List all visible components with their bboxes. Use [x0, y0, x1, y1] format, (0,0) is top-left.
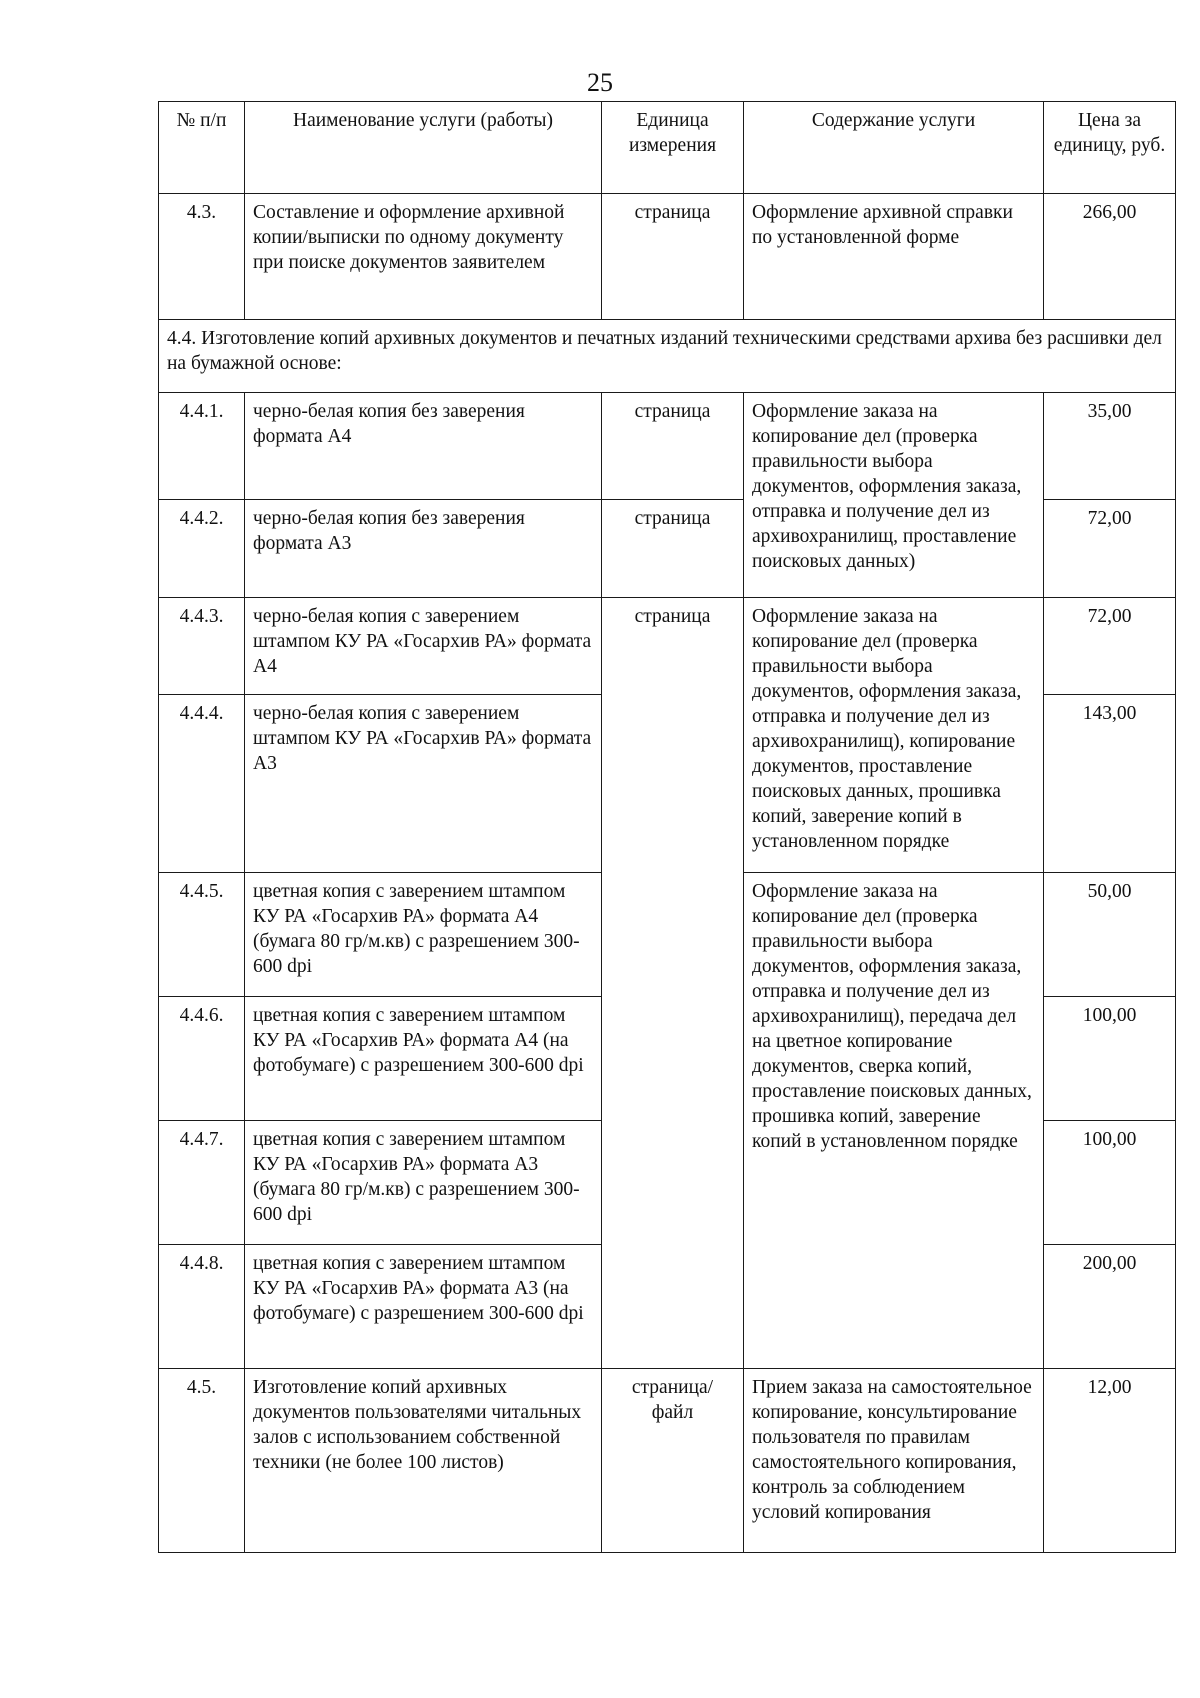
row-num: 4.4.5.: [159, 873, 245, 997]
row-num: 4.4.1.: [159, 393, 245, 500]
row-name: Составление и оформление архивной копии/выписки по одному документу при поиске документов заявителем: [245, 194, 602, 320]
row-num: 4.4.2.: [159, 500, 245, 598]
row-name: черно-белая копия без заверения формата А4: [245, 393, 602, 500]
row-num: 4.4.4.: [159, 695, 245, 873]
row-num: 4.3.: [159, 194, 245, 320]
header-num: № п/п: [159, 102, 245, 194]
header-content: Содержание услуги: [744, 102, 1044, 194]
row-unit: страница: [602, 500, 744, 598]
row-price: 100,00: [1044, 997, 1176, 1121]
table-row: [159, 393, 1176, 500]
row-price: 72,00: [1044, 500, 1176, 598]
row-price: 266,00: [1044, 194, 1176, 320]
row-name: цветная копия с заверением штампом КУ РА «Госархив РА» формата А4 (бумага 80 гр/м.кв) с разрешением 300-600 dpi: [245, 873, 602, 997]
header-name: Наименование услуги (работы): [245, 102, 602, 194]
row-name: черно-белая копия с заверением штампом КУ РА «Госархив РА» формата А4: [245, 598, 602, 695]
page-number: 25: [587, 68, 613, 97]
row-price: 100,00: [1044, 1121, 1176, 1245]
price-table: [158, 101, 1176, 1553]
row-price: 72,00: [1044, 598, 1176, 695]
row-content: Оформление заказа на копирование дел (проверка правильности выбора документов, оформления заказа, отправка и получение дел из архивохранилищ, проставление поисковых данных): [744, 393, 1044, 598]
row-num: 4.4.6.: [159, 997, 245, 1121]
row-num: 4.4.8.: [159, 1245, 245, 1369]
table-row: [159, 194, 1176, 320]
row-name: цветная копия с заверением штампом КУ РА «Госархив РА» формата А3 (бумага 80 гр/м.кв) с разрешением 300-600 dpi: [245, 1121, 602, 1245]
row-unit: страница: [602, 598, 744, 1369]
section-heading: 4.4. Изготовление копий архивных документов и печатных изданий техническими средствами архива без расшивки дел на бумажной основе:: [159, 320, 1176, 393]
row-num: 4.4.3.: [159, 598, 245, 695]
row-unit: страница: [602, 194, 744, 320]
row-content: Прием заказа на самостоятельное копирование, консультирование пользователя по правилам самостоятельного копирования, контроль за соблюдением условий копирования: [744, 1369, 1044, 1553]
section-row: [159, 320, 1176, 393]
row-price: 12,00: [1044, 1369, 1176, 1553]
header-price: Цена за единицу, руб.: [1044, 102, 1176, 194]
row-price: 50,00: [1044, 873, 1176, 997]
row-num: 4.5.: [159, 1369, 245, 1553]
table-header-row: [159, 102, 1176, 194]
header-unit: Единица измерения: [602, 102, 744, 194]
row-num: 4.4.7.: [159, 1121, 245, 1245]
row-unit: страница/ файл: [602, 1369, 744, 1553]
row-name: цветная копия с заверением штампом КУ РА «Госархив РА» формата А4 (на фотобумаге) с разрешением 300-600 dpi: [245, 997, 602, 1121]
table-row: [159, 598, 1176, 695]
row-price: 35,00: [1044, 393, 1176, 500]
row-price: 143,00: [1044, 695, 1176, 873]
row-name: черно-белая копия с заверением штампом КУ РА «Госархив РА» формата А3: [245, 695, 602, 873]
row-unit: страница: [602, 393, 744, 500]
row-name: Изготовление копий архивных документов пользователями читальных залов с использованием собственной техники (не более 100 листов): [245, 1369, 602, 1553]
row-content: Оформление заказа на копирование дел (проверка правильности выбора документов, оформления заказа, отправка и получение дел из архивохранилищ), передача дел на цветное копирование документов, сверка копий, проставление поисковых данных, прошивка копий, заверение копий в установленном порядке: [744, 873, 1044, 1369]
row-name: черно-белая копия без заверения формата А3: [245, 500, 602, 598]
row-content: Оформление заказа на копирование дел (проверка правильности выбора документов, оформления заказа, отправка и получение дел из архивохранилищ), копирование документов, проставление поисковых данных, прошивка копий, заверение копий в установленном порядке: [744, 598, 1044, 873]
row-content: Оформление архивной справки по установленной форме: [744, 194, 1044, 320]
row-name: цветная копия с заверением штампом КУ РА «Госархив РА» формата А3 (на фотобумаге) с разрешением 300-600 dpi: [245, 1245, 602, 1369]
table-row: [159, 1369, 1176, 1553]
row-price: 200,00: [1044, 1245, 1176, 1369]
